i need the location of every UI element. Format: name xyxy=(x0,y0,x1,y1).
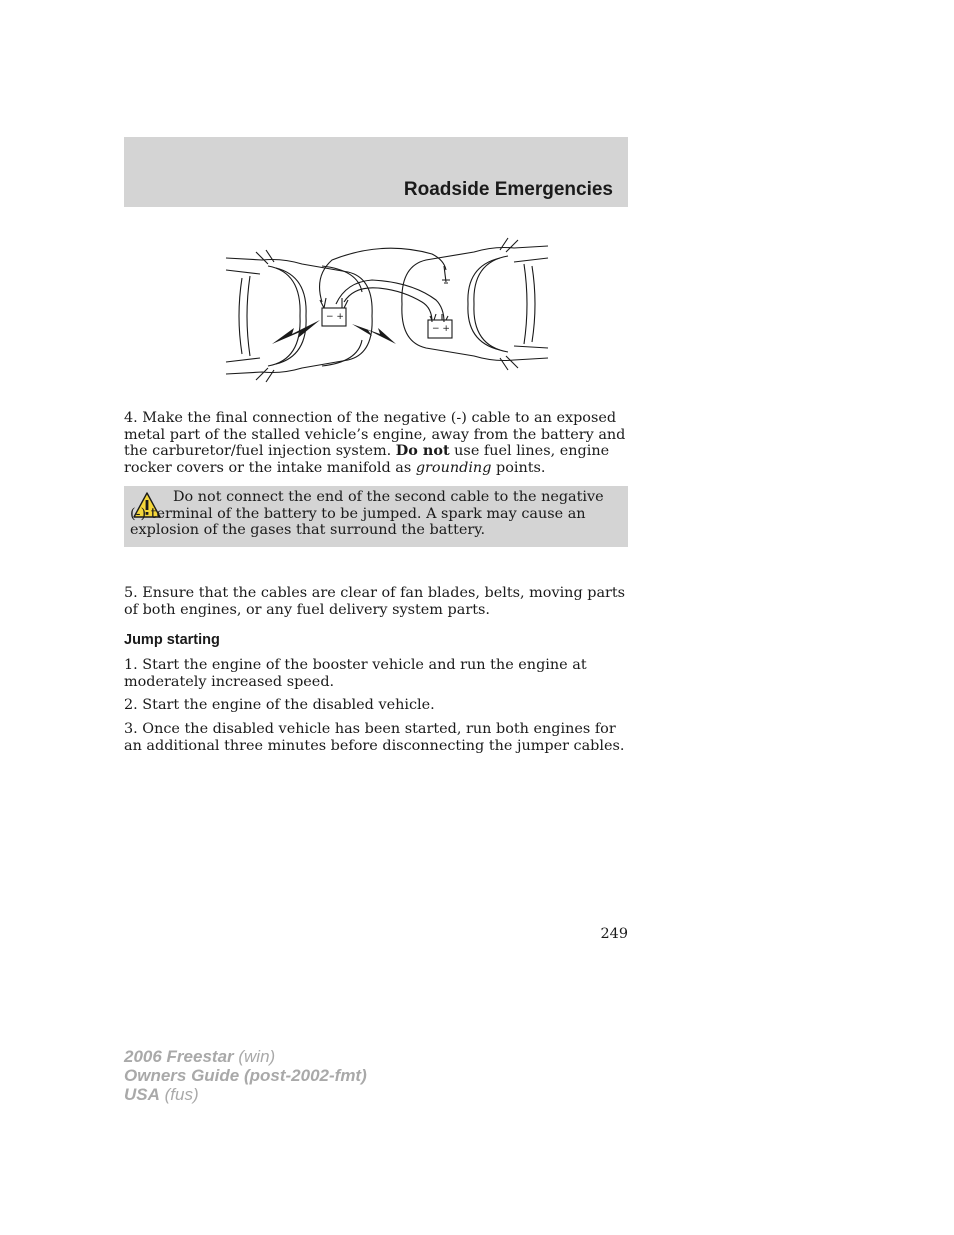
left-car xyxy=(226,250,372,382)
jump-step-1: 1. Start the engine of the booster vehicle and run the engine at moderately increased speed. xyxy=(124,657,587,690)
warning-text: Do not connect the end of the second cable to the negative (-) terminal of the battery to be jumped. A spark may cause an explosion of the gases that surround the battery. xyxy=(130,489,604,538)
footer-line-guide xyxy=(124,1066,367,1085)
warning-box xyxy=(124,486,628,547)
section-header-band xyxy=(124,137,628,207)
step-4-text-middle: use fuel lines, engine rocker covers or the intake manifold as xyxy=(124,443,610,476)
footer-market-code: (fus) xyxy=(159,1085,199,1104)
footer-guide: Owners Guide (post-2002-fmt) xyxy=(124,1066,367,1085)
footer-model-code: (win) xyxy=(233,1047,276,1066)
step-4-text-end: points. xyxy=(491,459,546,476)
page-number: 249 xyxy=(600,926,628,942)
disabled-battery-terminals: − + xyxy=(432,324,450,334)
footer-model: 2006 Freestar xyxy=(124,1047,234,1066)
spark-bolt-left xyxy=(272,320,320,344)
section-title: Roadside Emergencies xyxy=(403,179,613,200)
footer-line-market xyxy=(124,1085,367,1104)
step-4-paragraph xyxy=(124,410,628,476)
step-4-emphasis: Do not xyxy=(395,442,450,459)
jump-step-3: 3. Once the disabled vehicle has been started, run both engines for an additional three minutes before disconnecting the jumper cables. xyxy=(124,721,625,754)
jump-start-diagram xyxy=(222,236,552,396)
step-5-paragraph: 5. Ensure that the cables are clear of fan blades, belts, moving parts of both engines, or any fuel delivery system parts. xyxy=(124,585,626,618)
booster-battery-terminals: − + xyxy=(326,312,344,322)
jump-start-illustration xyxy=(222,236,552,396)
jump-starting-heading: Jump starting xyxy=(124,632,220,648)
jump-step-2: 2. Start the engine of the disabled vehicle. xyxy=(124,697,435,713)
step-4-text-start: 4. Make the final connection of the negative (-) cable to an exposed metal part of the stalled vehicle’s engine, away from the battery and the carburetor/fuel injection system. xyxy=(124,410,626,459)
spark-bolt-right xyxy=(352,324,396,344)
footer-market: USA xyxy=(124,1085,160,1104)
right-car xyxy=(402,238,548,370)
footer-line-model xyxy=(124,1047,367,1066)
step-4-term: grounding xyxy=(415,459,492,476)
document-footer xyxy=(124,1047,367,1104)
